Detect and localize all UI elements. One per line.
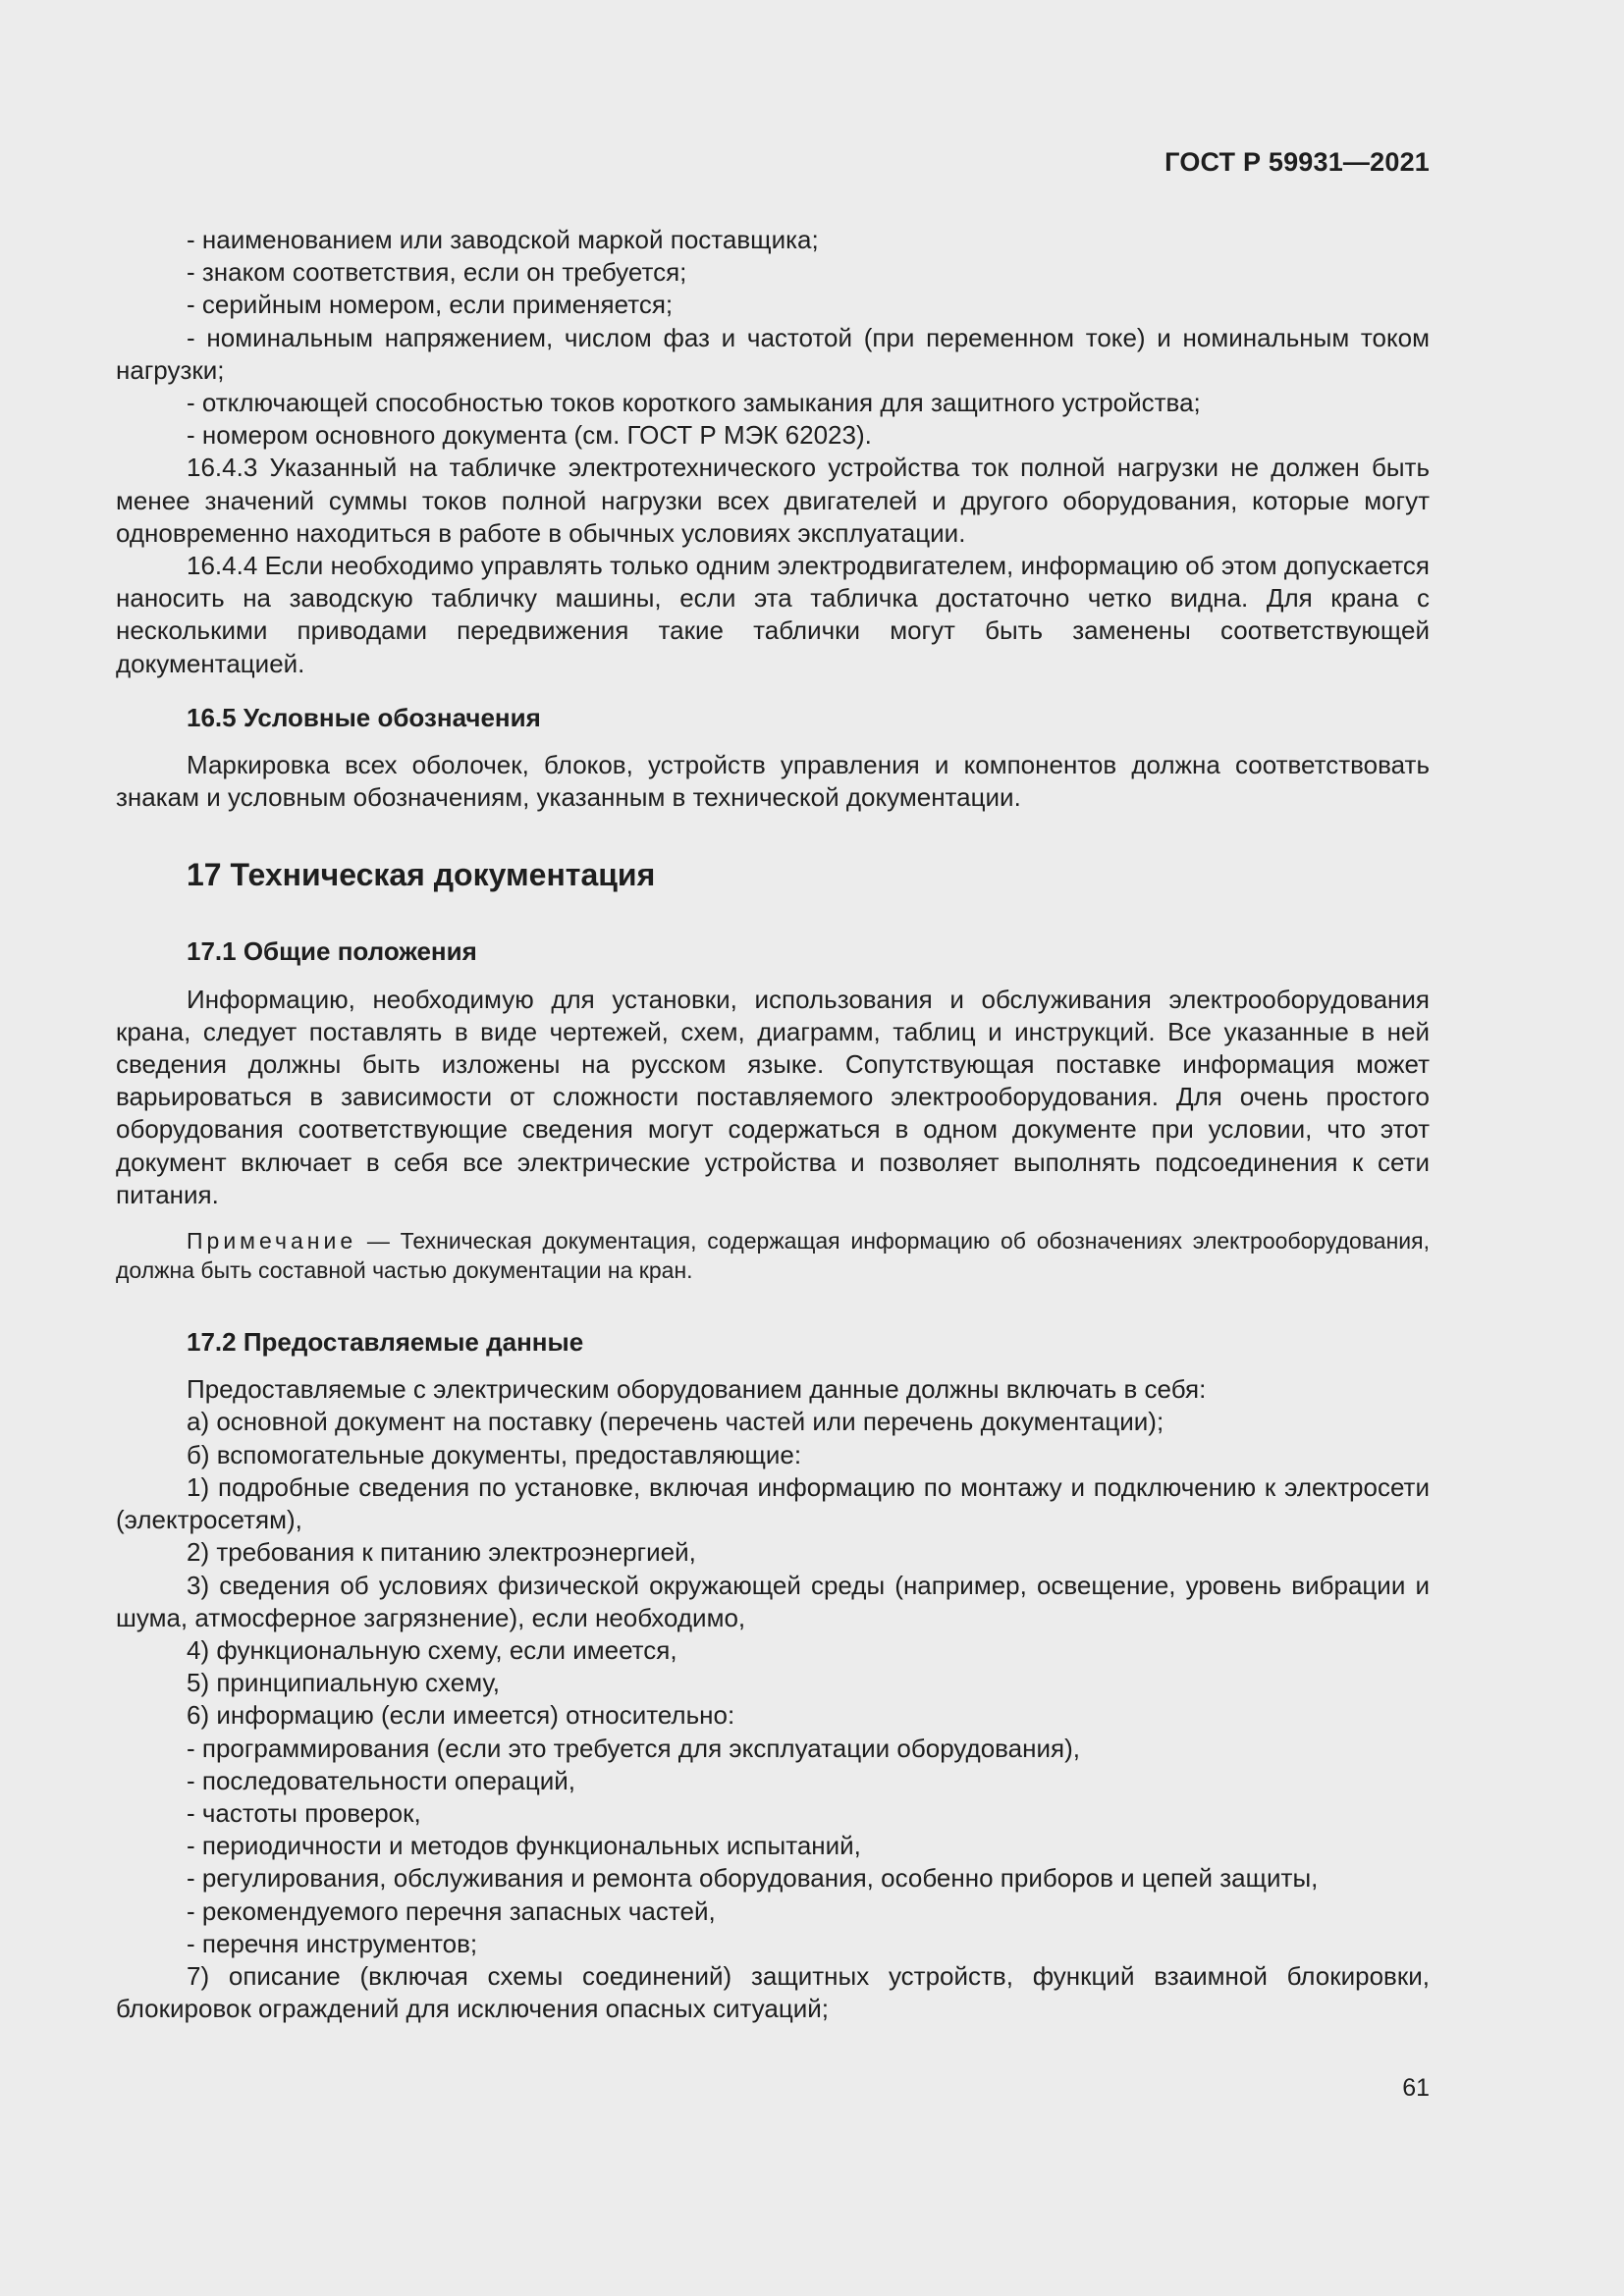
list-item: 2) требования к питанию электроэнергией, [187, 1537, 696, 1568]
list-item: - частоты проверок, [187, 1797, 421, 1828]
list-item: 3) сведения об условиях физической окружающей среды (например, освещение, уровень вибрации и шума, атмосферное загрязнение), если необходимо, [116, 1570, 1430, 1632]
chapter-heading: 17 Техническая документация [187, 857, 656, 893]
list-item: - рекомендуемого перечня запасных частей, [187, 1896, 716, 1926]
list-item: 6) информацию (если имеется) относительно: [187, 1700, 735, 1731]
document-code: ГОСТ Р 59931—2021 [1164, 147, 1430, 177]
page-number: 61 [1402, 2074, 1430, 2102]
paragraph: 16.4.3 Указанный на табличке электротехнического устройства ток полной нагрузки не должен быть менее значений суммы токов полной нагрузки всех двигателей и другого оборудования, которые могут одновременно находиться в работе в обычных условиях эксплуатации. [116, 453, 1430, 548]
list-item: а) основной документ на поставку (перечень частей или перечень документации); [187, 1407, 1164, 1437]
list-item: - периодичности и методов функциональных испытаний, [187, 1831, 861, 1861]
paragraph: - номинальным напряжением, числом фаз и частотой (при переменном токе) и номинальным током нагрузки; [116, 322, 1430, 385]
section-heading: 17.1 Общие положения [187, 936, 477, 967]
list-item: б) вспомогательные документы, предоставляющие: [187, 1439, 802, 1469]
section-heading: 16.5 Условные обозначения [187, 702, 541, 732]
paragraph: - отключающей способностью токов короткого замыкания для защитного устройства; [187, 388, 1201, 418]
note-label: Примечание [187, 1228, 357, 1255]
section-heading: 17.2 Предоставляемые данные [187, 1327, 584, 1358]
list-item: 1) подробные сведения по установке, включая информацию по монтажу и подключению к электросети (электросетям), [116, 1471, 1430, 1535]
document-body [116, 224, 1430, 2025]
paragraph: 16.4.4 Если необходимо управлять только одним электродвигателем, информацию об этом допускается наносить на заводскую табличку машины, если эта табличка достаточно четко видна. Для крана с несколькими приводами передвижения такие таблички могут быть заменены соответствующей документацией. [116, 551, 1430, 678]
list-item: Предоставляемые с электрическим оборудованием данные должны включать в себя: [187, 1374, 1207, 1405]
paragraph: Информацию, необходимую для установки, использования и обслуживания электрооборудования крана, следует поставлять в виде чертежей, схем, диаграмм, таблиц и инструкций. Все указанные в ней сведения должны быть изложены на русском языке. Сопутствующая поставке информация может варьироваться в зависимости от сложности поставляемого электрооборудования. Для очень простого оборудования соответствующие сведения могут содержаться в одном документе при условии, что этот документ включает в себя все электрические устройства и позволяет выполнять подсоединения к сети питания. [116, 984, 1430, 1209]
paragraph: - номером основного документа (см. ГОСТ Р МЭК 62023). [187, 420, 872, 451]
list-item: 5) принципиальную схему, [187, 1668, 500, 1698]
note [116, 1226, 1430, 1285]
paragraph: Маркировка всех оболочек, блоков, устройств управления и компонентов должна соответствовать знакам и условным обозначениям, указанным в технической документации. [116, 750, 1430, 813]
list-item: 4) функциональную схему, если имеется, [187, 1634, 677, 1665]
paragraph: - серийным номером, если применяется; [187, 290, 674, 320]
list-item: - программирования (если это требуется для эксплуатации оборудования), [187, 1733, 1080, 1763]
list-item: - последовательности операций, [187, 1765, 576, 1795]
list-item: 7) описание (включая схемы соединений) защитных устройств, функций взаимной блокировки, блокировок ограждений для исключения опасных ситуаций; [116, 1960, 1430, 2024]
note-text: — Техническая документация, содержащая информацию об обозначениях электрооборудования, должна быть составной частью документации на кран. [116, 1228, 1430, 1284]
list-item: - перечня инструментов; [187, 1928, 478, 1958]
list-item: - регулирования, обслуживания и ремонта оборудования, особенно приборов и цепей защиты, [187, 1863, 1319, 1894]
paragraph: - знаком соответствия, если он требуется; [187, 257, 687, 288]
paragraph: - наименованием или заводской маркой поставщика; [187, 225, 819, 254]
